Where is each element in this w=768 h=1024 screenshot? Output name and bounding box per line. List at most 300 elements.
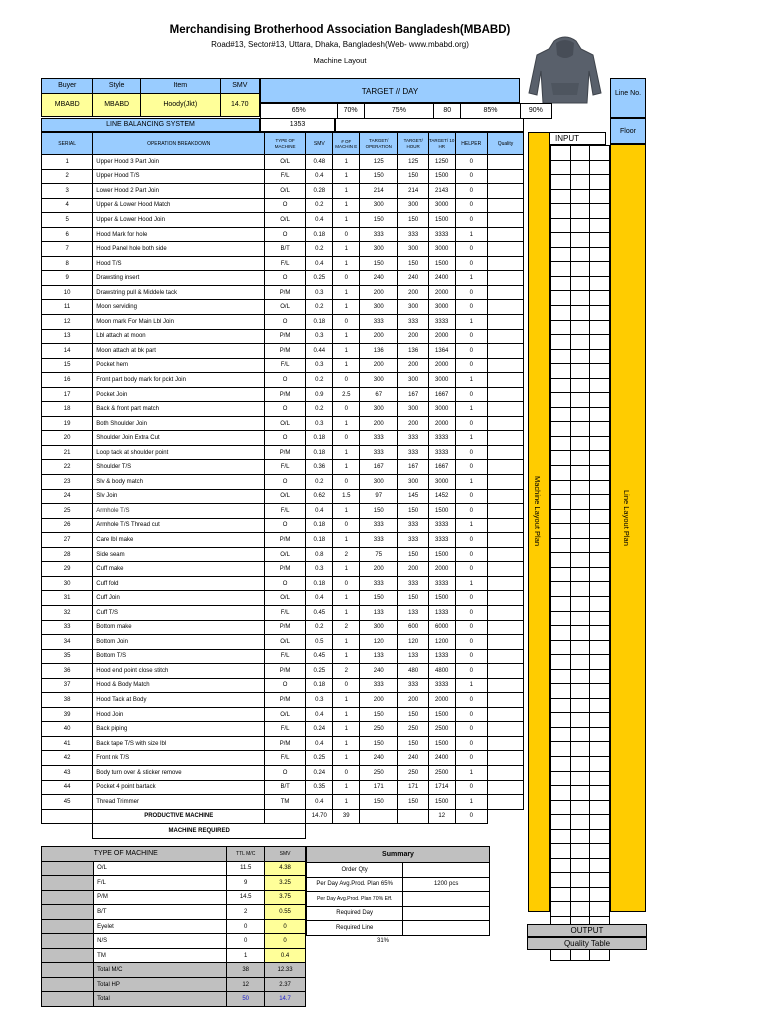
col-target-10hr: TARGET/ 10 HR [428, 133, 455, 155]
cell-target-operation: 136 [360, 344, 398, 359]
layout-cell [570, 306, 590, 321]
cell-machine-type: Total [94, 992, 227, 1007]
cell-helper: 1 [455, 518, 487, 533]
cell-quality [487, 460, 523, 475]
cell-target-10hr: 1333 [428, 649, 455, 664]
layout-cell [590, 829, 610, 844]
cell-machine-type: P/M [265, 285, 306, 300]
cell-machine-type: B/T [94, 905, 227, 920]
cell-serial: 43 [42, 765, 93, 780]
cell-target-operation: 333 [360, 431, 398, 446]
cell-target-operation: 300 [360, 620, 398, 635]
cell-quality [487, 765, 523, 780]
cell-serial: 36 [42, 664, 93, 679]
cell-target-hour: 240 [398, 271, 428, 286]
cell-helper: 0 [455, 184, 487, 199]
cell-target-hour: 136 [398, 344, 428, 359]
cell-quality [487, 271, 523, 286]
cell-helper: 0 [455, 329, 487, 344]
layout-cell [551, 887, 571, 902]
layout-cell [590, 233, 610, 248]
layout-cell [590, 247, 610, 262]
row-spacer [42, 977, 94, 992]
cell-machine-type: O/L [265, 300, 306, 315]
machine-type-row [42, 890, 306, 905]
operation-row [42, 227, 524, 242]
cell-serial: 7 [42, 242, 93, 257]
cell-target-operation: 300 [360, 300, 398, 315]
style-label: Style [93, 79, 140, 94]
cell-quality [487, 475, 523, 490]
cell-target-hour: 333 [398, 678, 428, 693]
cell-target-10hr: 3000 [428, 198, 455, 213]
cell-target-10hr: 2000 [428, 693, 455, 708]
cell-serial: 17 [42, 387, 93, 402]
layout-cell [570, 495, 590, 510]
operation-row [42, 285, 524, 300]
cell-operation: Pocket Join [93, 387, 265, 402]
cell-serial: 16 [42, 373, 93, 388]
productive-machine-label: PRODUCTIVE MACHINE [93, 809, 265, 824]
cell-machine-type: Total M/C [94, 963, 227, 978]
cell-operation: Upper Hood 3 Part Join [93, 155, 265, 170]
cell-helper: 0 [455, 256, 487, 271]
cell-smv: 0.5 [306, 635, 333, 650]
operation-row [42, 504, 524, 519]
cell-helper: 0 [455, 649, 487, 664]
cell-mt-smv: 0.4 [265, 948, 306, 963]
cell-mt-smv: 0 [265, 919, 306, 934]
cell-serial: 6 [42, 227, 93, 242]
cell-quality [487, 547, 523, 562]
layout-cell [570, 175, 590, 190]
cell-machines: 1 [333, 445, 360, 460]
cell-quality [487, 562, 523, 577]
cell-quality [487, 169, 523, 184]
cell-helper: 1 [455, 373, 487, 388]
cell-target-hour: 480 [398, 664, 428, 679]
cell-serial: 45 [42, 795, 93, 810]
layout-cell [570, 596, 590, 611]
cell-machines: 1 [333, 693, 360, 708]
cell-smv: 0.36 [306, 460, 333, 475]
cell-quality [487, 533, 523, 548]
row-spacer [42, 890, 94, 905]
cell-machines: 0 [333, 765, 360, 780]
floor-label: Floor [610, 118, 646, 144]
cell-quality [487, 576, 523, 591]
cell-target-10hr: 1667 [428, 460, 455, 475]
cell-mt-smv: 0.55 [265, 905, 306, 920]
quality-total: 0 [455, 809, 487, 824]
cell-operation: Shoulder T/S [93, 460, 265, 475]
cell-operation: Hood Panel hole both side [93, 242, 265, 257]
cell-machines: 1 [333, 344, 360, 359]
cell-machine-type: O/L [265, 547, 306, 562]
layout-cell [570, 902, 590, 917]
layout-cell [590, 669, 610, 684]
layout-cell [551, 160, 571, 175]
cell-machine-type: N/S [94, 934, 227, 949]
cell-serial: 10 [42, 285, 93, 300]
cell-serial: 38 [42, 693, 93, 708]
operation-row [42, 722, 524, 737]
cell-machine-type: F/L [265, 751, 306, 766]
cell-target-operation: 150 [360, 504, 398, 519]
cell-target-10hr: 1500 [428, 736, 455, 751]
layout-cell [570, 742, 590, 757]
cell-helper: 0 [455, 562, 487, 577]
row-spacer [42, 992, 94, 1007]
cell-target-10hr: 3333 [428, 227, 455, 242]
cell-machine-type: P/M [265, 736, 306, 751]
cell-helper: 0 [455, 169, 487, 184]
cell-smv: 0.2 [306, 242, 333, 257]
cell-target-operation: 150 [360, 169, 398, 184]
cell-target-hour: 300 [398, 402, 428, 417]
cell-target-hour: 250 [398, 765, 428, 780]
layout-cell [551, 233, 571, 248]
cell-target-10hr: 1500 [428, 547, 455, 562]
cell-machine-type: P/M [265, 445, 306, 460]
cell-machines: 1 [333, 562, 360, 577]
cell-operation: Pocket 4 point bartack [93, 780, 265, 795]
layout-cell [590, 582, 610, 597]
layout-cell [590, 538, 610, 553]
cell-target-hour: 300 [398, 198, 428, 213]
cell-mt-smv: 14.7 [265, 992, 306, 1007]
operation-row [42, 329, 524, 344]
cell-operation: Bottom T/S [93, 649, 265, 664]
cell-target-10hr: 2000 [428, 285, 455, 300]
summary-label: Required Line [307, 921, 403, 936]
cell-target-10hr: 1333 [428, 605, 455, 620]
cell-target-hour: 150 [398, 213, 428, 228]
cell-target-10hr: 4800 [428, 664, 455, 679]
cell-quality [487, 198, 523, 213]
cell-smv: 0.18 [306, 518, 333, 533]
layout-cell [590, 611, 610, 626]
cell-target-10hr: 2400 [428, 751, 455, 766]
col-machines: # OF MACHIN E [333, 133, 360, 155]
layout-cell [570, 626, 590, 641]
cell-target-operation: 200 [360, 285, 398, 300]
cell-quality [487, 707, 523, 722]
layout-cell [551, 800, 571, 815]
operation-row [42, 358, 524, 373]
cell-operation: Back tape T/S with size lbl [93, 736, 265, 751]
layout-cell [551, 146, 571, 161]
layout-cell [570, 509, 590, 524]
cell-smv: 0.24 [306, 722, 333, 737]
row-spacer [42, 934, 94, 949]
cell-machine-type: P/M [265, 344, 306, 359]
cell-target-operation: 67 [360, 387, 398, 402]
cell-helper: 0 [455, 780, 487, 795]
layout-cell [551, 684, 571, 699]
layout-cell [551, 262, 571, 277]
col-operation: OPERATION BREAKDOWN [93, 133, 265, 155]
cell-mt-smv: 3.25 [265, 876, 306, 891]
cell-target-10hr: 1500 [428, 707, 455, 722]
cell-helper: 0 [455, 591, 487, 606]
layout-cell [590, 727, 610, 742]
cell-operation: Shoulder Join Extra Cut [93, 431, 265, 446]
cell-target-operation: 333 [360, 227, 398, 242]
cell-serial: 32 [42, 605, 93, 620]
cell-machines: 1 [333, 591, 360, 606]
layout-cell [551, 466, 571, 481]
cell-machines: 0 [333, 315, 360, 330]
cell-operation: Upper & Lower Hood Join [93, 213, 265, 228]
cell-target-10hr: 1500 [428, 169, 455, 184]
layout-cell [590, 189, 610, 204]
input-label: INPUT [528, 132, 606, 145]
machine-layout-plan-label: Machine Layout Plan [533, 476, 542, 547]
cell-machines: 1 [333, 504, 360, 519]
cell-machine-type: O [265, 271, 306, 286]
cell-machine-type: P/M [265, 664, 306, 679]
cell-machine-type: O/L [265, 155, 306, 170]
operation-row [42, 780, 524, 795]
summary-row [307, 906, 490, 921]
cell-machines: 1 [333, 242, 360, 257]
cell-target-hour: 200 [398, 416, 428, 431]
buyer-value: MBABD [42, 94, 93, 117]
cell-operation: Cuff Join [93, 591, 265, 606]
layout-cell [590, 815, 610, 830]
cell-smv: 0.3 [306, 562, 333, 577]
layout-cell [570, 480, 590, 495]
layout-cell [590, 844, 610, 859]
col-target-hour: TARGET/ HOUR [398, 133, 428, 155]
cell-machine-type: O/L [94, 861, 227, 876]
cell-smv: 0.48 [306, 155, 333, 170]
cell-operation: Moon serviding [93, 300, 265, 315]
cell-machines: 0 [333, 271, 360, 286]
cell-smv: 0.3 [306, 693, 333, 708]
cell-ttl-mc: 50 [227, 992, 265, 1007]
cell-smv: 0.18 [306, 431, 333, 446]
cell-target-10hr: 3000 [428, 300, 455, 315]
cell-serial: 2 [42, 169, 93, 184]
cell-target-10hr: 1364 [428, 344, 455, 359]
cell-serial: 41 [42, 736, 93, 751]
cell-machines: 1 [333, 256, 360, 271]
layout-cell [570, 727, 590, 742]
cell-machine-type: O/L [265, 635, 306, 650]
layout-cell [551, 902, 571, 917]
cell-helper: 0 [455, 504, 487, 519]
layout-cell [570, 829, 590, 844]
cell-machine-type: O [265, 198, 306, 213]
cell-target-operation: 75 [360, 547, 398, 562]
cell-target-hour: 150 [398, 169, 428, 184]
operation-row [42, 664, 524, 679]
document-address: Road#13, Sector#13, Uttara, Dhaka, Bangladesh(Web- www.mbabd.org) [211, 40, 469, 49]
layout-cell [551, 611, 571, 626]
cell-helper: 1 [455, 431, 487, 446]
cell-operation: Hood & Body Match [93, 678, 265, 693]
line-no-label: Line No. [610, 78, 646, 118]
layout-cell [570, 276, 590, 291]
cell-serial: 4 [42, 198, 93, 213]
item-label: Item [140, 79, 220, 94]
cell-machine-type: P/M [265, 620, 306, 635]
cell-quality [487, 664, 523, 679]
cell-operation: Armhole T/S Thread cut [93, 518, 265, 533]
cell-operation: Lower Hood 2 Part Join [93, 184, 265, 199]
cell-quality [487, 722, 523, 737]
operation-row [42, 271, 524, 286]
layout-cell [590, 640, 610, 655]
cell-machines: 0 [333, 518, 360, 533]
cell-machine-type: F/L [265, 504, 306, 519]
col-quality: Quality [487, 133, 523, 155]
layout-cell [551, 291, 571, 306]
cell-smv: 0.4 [306, 795, 333, 810]
cell-quality [487, 329, 523, 344]
eff-75: 75% [364, 104, 433, 119]
machine-type-row [42, 876, 306, 891]
layout-cell [590, 771, 610, 786]
layout-cell [551, 669, 571, 684]
layout-cell [551, 306, 571, 321]
document-title: Merchandising Brotherhood Association Bangladesh(MBABD) [169, 24, 511, 36]
layout-cell [551, 175, 571, 190]
layout-cell [551, 364, 571, 379]
cell-target-operation: 300 [360, 198, 398, 213]
layout-cell [551, 771, 571, 786]
cell-serial: 3 [42, 184, 93, 199]
style-value: MBABD [93, 94, 140, 117]
cell-smv: 0.44 [306, 344, 333, 359]
operation-row [42, 751, 524, 766]
cell-operation: Armhole T/S [93, 504, 265, 519]
cell-helper: 0 [455, 533, 487, 548]
cell-target-hour: 333 [398, 533, 428, 548]
cell-target-10hr: 3000 [428, 373, 455, 388]
cell-smv: 0.2 [306, 300, 333, 315]
layout-cell [551, 873, 571, 888]
summary-value [403, 921, 490, 936]
cell-target-10hr: 3333 [428, 518, 455, 533]
layout-cell [551, 640, 571, 655]
cell-helper: 0 [455, 344, 487, 359]
cell-target-hour: 150 [398, 547, 428, 562]
cell-smv: 0.24 [306, 765, 333, 780]
cell-smv: 0.4 [306, 736, 333, 751]
cell-operation: Thread Trimmer [93, 795, 265, 810]
cell-serial: 23 [42, 475, 93, 490]
cell-operation: Drawstring pull & Middele tack [93, 285, 265, 300]
cell-target-hour: 240 [398, 751, 428, 766]
cell-machines: 1 [333, 795, 360, 810]
cell-operation: Lbl attach at moon [93, 329, 265, 344]
cell-target-operation: 300 [360, 373, 398, 388]
cell-smv: 0.2 [306, 475, 333, 490]
cell-target-hour: 150 [398, 795, 428, 810]
buyer-label: Buyer [42, 79, 93, 94]
layout-cell [590, 335, 610, 350]
summary-percent: 31% [376, 938, 389, 944]
cell-smv: 0.3 [306, 358, 333, 373]
operations-table [41, 132, 524, 839]
cell-serial: 40 [42, 722, 93, 737]
layout-cell [570, 247, 590, 262]
cell-target-hour: 333 [398, 518, 428, 533]
cell-machines: 1 [333, 533, 360, 548]
cell-machines: 2.5 [333, 387, 360, 402]
cell-operation: Slv & body match [93, 475, 265, 490]
layout-cell [551, 320, 571, 335]
cell-target-operation: 133 [360, 605, 398, 620]
layout-cell [570, 771, 590, 786]
smv-value: 14.70 [220, 94, 259, 117]
layout-cell [590, 698, 610, 713]
cell-machine-type: O [265, 576, 306, 591]
cell-helper: 0 [455, 751, 487, 766]
cell-smv: 0.4 [306, 707, 333, 722]
cell-helper: 0 [455, 547, 487, 562]
layout-cell [570, 567, 590, 582]
target-per-day-label: TARGET // DAY [260, 78, 520, 103]
cell-helper: 1 [455, 475, 487, 490]
cell-machine-type: Eyelet [94, 919, 227, 934]
cell-operation: Front part body mark for pckt Join [93, 373, 265, 388]
cell-target-10hr: 2500 [428, 765, 455, 780]
cell-operation: Drawsting insert [93, 271, 265, 286]
summary-label: Per Day Avg.Prod. Plan 70% Eff. [307, 892, 403, 907]
cell-quality [487, 315, 523, 330]
cell-machine-type: O/L [265, 184, 306, 199]
cell-machines: 0 [333, 402, 360, 417]
operation-row [42, 387, 524, 402]
layout-cell [570, 189, 590, 204]
cell-smv: 0.4 [306, 169, 333, 184]
layout-cell [570, 786, 590, 801]
cell-smv: 0.18 [306, 227, 333, 242]
layout-cell [590, 596, 610, 611]
cell-operation: Cuff T/S [93, 605, 265, 620]
cell-operation: Back & front part match [93, 402, 265, 417]
layout-cell [551, 276, 571, 291]
layout-cell [570, 873, 590, 888]
cell-target-hour: 150 [398, 736, 428, 751]
cell-target-10hr: 1250 [428, 155, 455, 170]
operation-row [42, 765, 524, 780]
cell-target-10hr: 1500 [428, 213, 455, 228]
cell-machines: 1 [333, 649, 360, 664]
layout-cell [590, 800, 610, 815]
cell-smv: 0.9 [306, 387, 333, 402]
cell-machine-type: P/M [94, 890, 227, 905]
cell-target-hour: 333 [398, 227, 428, 242]
cell-machine-type: F/L [265, 649, 306, 664]
cell-helper: 1 [455, 402, 487, 417]
cell-operation: Hood Mark for hole [93, 227, 265, 242]
cell-quality [487, 256, 523, 271]
summary-table [306, 846, 490, 936]
helper-total: 12 [428, 809, 455, 824]
cell-operation: Upper Hood T/S [93, 169, 265, 184]
cell-machine-type: O [265, 315, 306, 330]
operation-row [42, 678, 524, 693]
cell-machines: 0 [333, 678, 360, 693]
cell-smv: 0.3 [306, 285, 333, 300]
cell-machine-type: B/T [265, 780, 306, 795]
cell-serial: 8 [42, 256, 93, 271]
